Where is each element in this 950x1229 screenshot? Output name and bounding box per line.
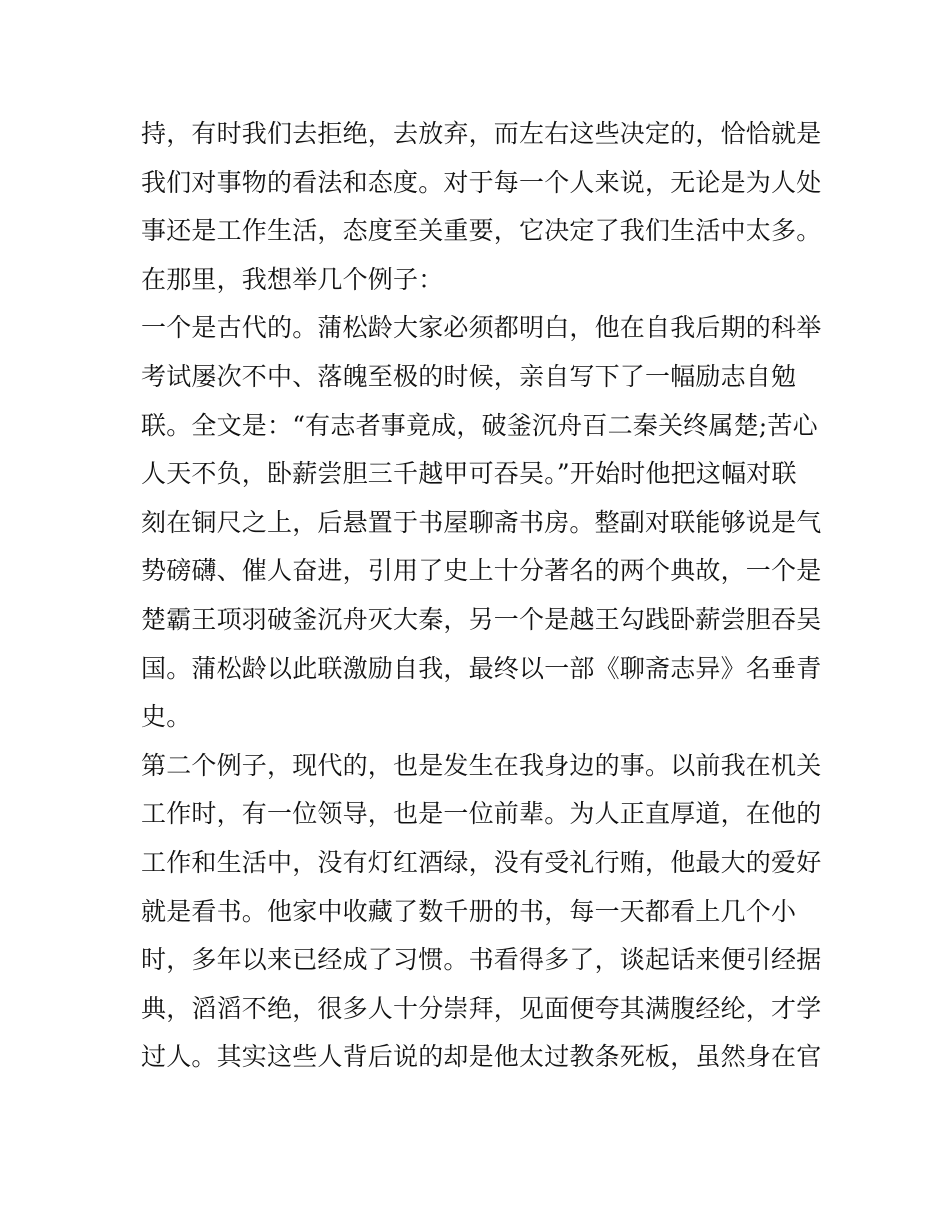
text-line-1: 持，有时我们去拒绝，去放弃，而左右这些决定的，恰恰就是 [141,119,822,148]
text-line-3: 事还是工作生活，态度至关重要，它决定了我们生活中太多。 [141,216,822,246]
text-line-2: 我们对事物的看法和态度。对于每一个人来说，无论是为人处 [141,167,822,197]
text-line-18: 时，多年以来已经成了习惯。书看得多了，谈起话来便引经据 [141,945,822,975]
text-line-6: 考试屡次不中、落魄至极的时候，亲自写下了一幅励志自勉 [141,361,797,391]
text-line-4: 在那里，我想举几个例子： [141,264,444,294]
text-line-7: 联。全文是：“有志者事竟成，破釜沉舟百二秦关终属楚;苦心 [141,410,818,440]
text-line-9: 刻在铜尺之上，后悬置于书屋聊斋书房。整副对联能够说是气 [141,507,822,537]
text-line-16: 工作和生活中，没有灯红酒绿，没有受礼行贿，他最大的爱好 [141,847,822,877]
text-line-11: 楚霸王项羽破釜沉舟灭大秦，另一个是越王勾践卧薪尝胆吞吴 [141,604,822,634]
body-text [141,110,821,1082]
text-line-17: 就是看书。他家中收藏了数千册的书，每一天都看上几个小 [141,896,797,926]
text-line-14: 第二个例子，现代的，也是发生在我身边的事。以前我在机关 [141,750,822,780]
text-line-15: 工作时，有一位领导，也是一位前辈。为人正直厚道，在他的 [141,799,822,829]
text-line-12: 国。蒲松龄以此联激励自我，最终以一部《聊斋志异》名垂青 [141,653,822,683]
text-line-5: 一个是古代的。蒲松龄大家必须都明白，他在自我后期的科举 [141,313,822,343]
text-line-20: 过人。其实这些人背后说的却是他太过教条死板，虽然身在官 [141,1042,822,1072]
text-line-19: 典，滔滔不绝，很多人十分崇拜，见面便夸其满腹经纶，才学 [141,993,822,1023]
text-line-8: 人天不负，卧薪尝胆三千越甲可吞吴。”开始时他把这幅对联 [141,459,797,489]
text-line-10: 势磅礴、催人奋进，引用了史上十分著名的两个典故，一个是 [141,556,822,586]
text-line-13: 史。 [141,702,192,732]
